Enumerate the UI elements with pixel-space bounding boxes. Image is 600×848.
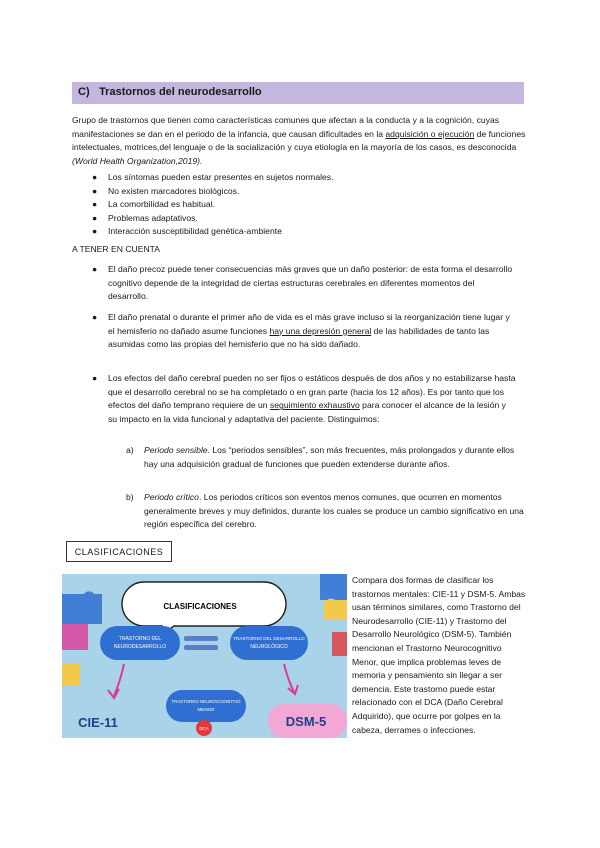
list-item: ● Los efectos del daño cerebral pueden no ser fijos o estáticos después de dos años y no estabilizarse hasta que el desarrollo cerebral no se ha completado o en gran parte (hacia los 12 años). Es por tanto que los efectos del daño temprano requiere de un seguimiento exhaustivo para conocer el alcance de la lesión y su impacto en la vida funcional y adaptativa del paciente. Distinguimos: — [92, 373, 516, 424]
intro-underlined: adquisición o ejecución — [385, 128, 475, 139]
intro-text-2: de funciones intelectuales, motrices,del lenguaje o de la socialización y cuya etiología en la mayoría de los casos, es desconocida — [72, 128, 526, 153]
tener-heading: A TENER EN CUENTA — [72, 244, 161, 254]
section-title-text: Trastornos del neurodesarrollo — [99, 86, 262, 98]
diagram-description: Compara dos formas de clasificar los trastornos mentales: CIE-11 y DSM-5. Ambas usan términos similares, como Trastorno del Neurodesarrollo (CIE-11) y Trastorno del Desarrollo Neurológico (DSM-5). También mencionan el Trastorno Neurocognitivo Menor, que implica problemas leves de memoria y pensamiento sin llegar a ser demencia. Este trastorno puede estar relacionado con el DCA (Daño Cerebral Adquirido), que ocurre por golpes en la cabeza, derrames o infecciones. — [352, 575, 526, 735]
list-item: ● No existen marcadores biológicos. — [92, 185, 240, 196]
intro-text-1: Grupo de trastornos que tienen como características comunes que afectan a la conducta y a la cognición, cuyas manifestaciones se dan en el periodo de la infancia, que causan dificultades en la — [72, 115, 500, 139]
center-pill-line-1: TRASTORNO NEUROCOGNITIVO — [171, 699, 241, 704]
classification-diagram — [62, 574, 347, 738]
left-pill-line-2: NEURODESARROLLO — [113, 644, 167, 650]
considerations-list-3 — [86, 372, 516, 426]
dca-label: DCA — [199, 726, 209, 731]
considerations-list — [86, 263, 516, 304]
section-letter: C) — [78, 86, 90, 98]
puzzle-piece-icon — [332, 632, 347, 656]
list-item: ● El daño precoz puede tener consecuencias más graves que un daño posterior: de esta forma el desarrollo cognitivo depende de la integridad de ciertas estructuras cerebrales en diferentes momentos del desarrollo. — [92, 264, 513, 302]
puzzle-piece-icon — [62, 624, 88, 650]
characteristics-list — [86, 171, 506, 239]
center-pill — [166, 690, 246, 722]
list-item: ● Interacción susceptibilidad genética-ambiente — [92, 226, 282, 237]
dsm-label: DSM-5 — [285, 714, 327, 729]
equals-icon — [184, 645, 218, 650]
cie-label: CIE-11 — [78, 715, 118, 730]
sub-item-b: b) Periodo crítico. Los periodos críticos son eventos menos comunes, que ocurren en momentos generalmente breves y muy definidos, durante los cuales se produce un cambio significativo en una región específica del cerebro. — [126, 492, 524, 530]
clasificaciones-label: CLASIFICACIONES — [66, 541, 172, 562]
list-item: ● Los síntomas pueden estar presentes en sujetos normales. — [92, 172, 334, 182]
right-pill — [230, 626, 308, 660]
puzzle-piece-icon — [320, 574, 347, 600]
puzzle-piece-icon — [62, 591, 102, 624]
puzzle-piece-icon — [324, 600, 347, 620]
considerations-list-2 — [86, 311, 516, 352]
center-pill-line-2: MENOR — [197, 707, 215, 712]
equals-icon — [184, 636, 218, 641]
right-pill-line-2: NEUROLÓGICO — [250, 644, 288, 650]
puzzle-piece-icon — [62, 664, 80, 686]
list-item: ● La comorbilidad es habitual. — [92, 199, 216, 210]
left-pill — [100, 626, 180, 660]
intro-paragraph — [72, 114, 530, 168]
right-pill-line-1: TRASTORNO DEL DESARROLLO — [233, 636, 305, 641]
list-item: ● Problemas adaptativos. — [92, 212, 198, 223]
left-pill-line-1: TRASTORNO DEL — [118, 636, 162, 642]
list-item: ● El daño prenatal o durante el primer año de vida es el más grave incluso si la reorganización tiene lugar y el hemisferio no dañado asume funciones hay una depresión general de las habilidades de tanto las asumidas como las propias del hemisferio que no ha sido dañado. — [92, 312, 510, 350]
bubble-title: CLASIFICACIONES — [163, 602, 237, 611]
intro-citation: (World Health Organization,2019). — [72, 155, 203, 166]
sub-item-a: a) Periodo sensible. Los “periodos sensibles”, son más frecuentes, más prolongados y durante ellos hay una adquisición gradual de funciones que pueden extenderse durante años. — [126, 445, 515, 469]
section-title — [78, 86, 262, 98]
